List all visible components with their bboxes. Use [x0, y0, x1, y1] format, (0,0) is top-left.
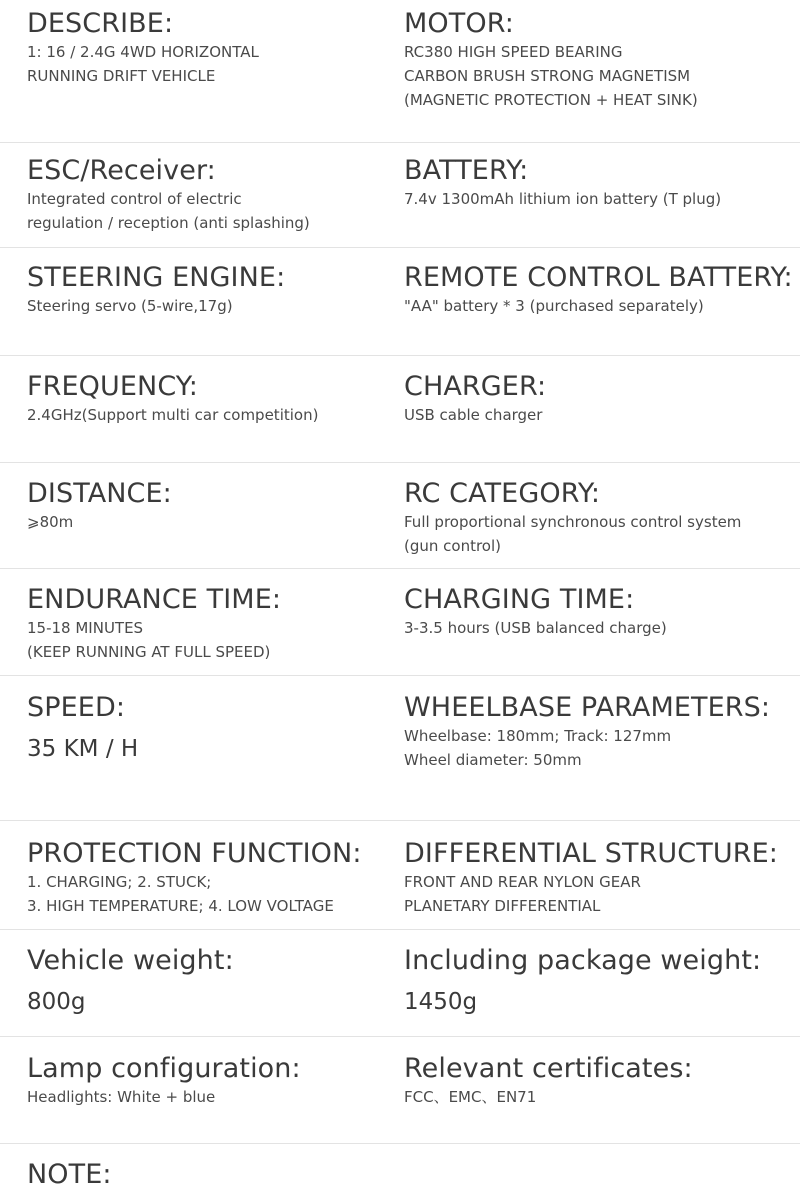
spec-battery	[404, 155, 796, 211]
spec-value: "AA" battery * 3 (purchased separately)	[404, 297, 704, 315]
spec-value: Wheelbase: 180mm; Track: 127mm Wheel diameter: 50mm	[404, 727, 672, 769]
spec-label: ESC/Receiver:	[27, 155, 216, 186]
spec-remote-control-battery	[404, 262, 796, 318]
spec-label: Including package weight:	[404, 945, 762, 976]
spec-label: CHARGER:	[404, 371, 547, 402]
spec-label: WHEELBASE PARAMETERS:	[404, 692, 771, 723]
spec-label: CHARGING TIME:	[404, 584, 635, 615]
spec-value: Steering servo (5-wire,17g)	[27, 297, 233, 315]
spec-label: DISTANCE:	[27, 478, 172, 509]
spec-row-protection-differential	[0, 821, 800, 930]
spec-wheelbase-parameters	[404, 692, 796, 772]
spec-package-weight	[404, 945, 796, 1017]
spec-protection-function	[27, 838, 387, 918]
spec-label: Lamp configuration:	[27, 1053, 301, 1084]
spec-motor	[404, 8, 796, 112]
spec-label: SPEED:	[27, 692, 126, 723]
spec-label: REMOTE CONTROL BATTERY:	[404, 262, 793, 293]
spec-value: 15-18 MINUTES (KEEP RUNNING AT FULL SPEED)	[27, 619, 271, 661]
spec-label: BATTERY:	[404, 155, 529, 186]
spec-value: 35 KM / H	[27, 736, 139, 762]
spec-endurance-time	[27, 584, 387, 664]
spec-esc-receiver	[27, 155, 387, 235]
spec-value: FRONT AND REAR NYLON GEAR PLANETARY DIFFERENTIAL	[404, 873, 641, 915]
spec-relevant-certificates	[404, 1053, 796, 1109]
spec-value: 1450g	[404, 989, 478, 1015]
spec-label: PROTECTION FUNCTION:	[27, 838, 362, 869]
note-section	[0, 1144, 800, 1200]
spec-value: 3-3.5 hours (USB balanced charge)	[404, 619, 667, 637]
spec-label: Relevant certificates:	[404, 1053, 693, 1084]
spec-value: Headlights: White + blue	[27, 1088, 216, 1106]
spec-value: 800g	[27, 989, 86, 1015]
spec-label: STEERING ENGINE:	[27, 262, 286, 293]
spec-value: 2.4GHz(Support multi car competition)	[27, 406, 319, 424]
spec-label: RC CATEGORY:	[404, 478, 601, 509]
spec-steering-engine	[27, 262, 387, 318]
note	[27, 1159, 387, 1191]
spec-row-endurance-charging	[0, 569, 800, 676]
spec-row-weights	[0, 930, 800, 1037]
spec-rc-category	[404, 478, 796, 558]
spec-value: RC380 HIGH SPEED BEARING CARBON BRUSH STRONG MAGNETISM (MAGNETIC PROTECTION + HEAT SINK)	[404, 43, 698, 109]
spec-value: USB cable charger	[404, 406, 543, 424]
spec-label: DIFFERENTIAL STRUCTURE:	[404, 838, 778, 869]
spec-lamp-configuration	[27, 1053, 387, 1109]
spec-charging-time	[404, 584, 796, 640]
spec-label: ENDURANCE TIME:	[27, 584, 282, 615]
spec-row-speed-wheelbase	[0, 676, 800, 821]
spec-value: 1: 16 / 2.4G 4WD HORIZONTAL RUNNING DRIFT VEHICLE	[27, 43, 259, 85]
spec-row-distance-category	[0, 463, 800, 569]
spec-label: Vehicle weight:	[27, 945, 234, 976]
spec-vehicle-weight	[27, 945, 387, 1017]
spec-value: ⩾80m	[27, 513, 74, 531]
spec-label: MOTOR:	[404, 8, 514, 39]
spec-value: Integrated control of electric regulation / reception (anti splashing)	[27, 190, 310, 232]
note-label: NOTE:	[27, 1159, 112, 1190]
spec-differential-structure	[404, 838, 796, 918]
spec-label: DESCRIBE:	[27, 8, 174, 39]
spec-charger	[404, 371, 796, 427]
spec-label: FREQUENCY:	[27, 371, 199, 402]
spec-speed	[27, 692, 387, 764]
spec-value: 1. CHARGING; 2. STUCK; 3. HIGH TEMPERATURE; 4. LOW VOLTAGE	[27, 873, 334, 915]
spec-row-frequency-charger	[0, 356, 800, 463]
spec-row-describe-motor	[0, 0, 800, 143]
spec-distance	[27, 478, 387, 534]
spec-value: 7.4v 1300mAh lithium ion battery (T plug)	[404, 190, 722, 208]
spec-row-esc-battery	[0, 143, 800, 248]
spec-describe	[27, 8, 387, 88]
spec-frequency	[27, 371, 387, 427]
spec-row-steering-remote	[0, 248, 800, 356]
spec-value: Full proportional synchronous control system (gun control)	[404, 513, 742, 555]
spec-row-lamp-certificates	[0, 1037, 800, 1144]
spec-value: FCC、EMC、EN71	[404, 1088, 537, 1106]
